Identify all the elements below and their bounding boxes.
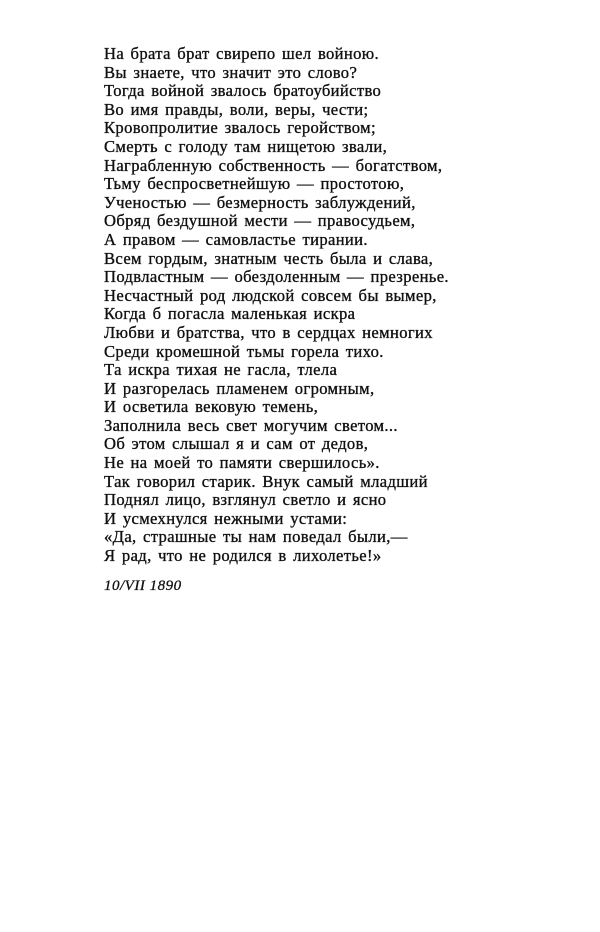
poem-line: Несчастный род людской совсем бы вымер,	[104, 285, 437, 305]
poem-line: Подвластным — обездоленным — презренье.	[104, 267, 449, 287]
poem-line: Не на моей то памяти свершилось».	[104, 453, 380, 473]
poem-line: Когда б погасла маленькая искра	[104, 304, 356, 324]
poem-line: Я рад, что не родился в лихолетье!»	[104, 546, 382, 566]
poem-line: Смерть с голоду там нищетою звали,	[104, 136, 388, 156]
poem-line: Ученостью — безмерность заблуждений,	[104, 192, 416, 212]
poem-line: Тьму беспросветнейшую — простотою,	[104, 174, 405, 194]
poem-line: Заполнила весь свет могучим светом...	[104, 415, 398, 435]
poem-line: Та искра тихая не гасла, тлела	[104, 360, 338, 380]
poem-line: «Да, страшные ты нам поведал были,—	[104, 527, 408, 547]
poem-line: Во имя правды, воли, веры, чести;	[104, 99, 369, 119]
poem-line: На брата брат свирепо шел войною.	[104, 44, 380, 63]
poem-line: Тогда войной звалось братоубийство	[104, 81, 382, 101]
poem-line: Кровопролитие звалось геройством;	[104, 118, 376, 138]
poem-line: И усмехнулся нежными устами:	[104, 508, 348, 528]
poem-line: Награбленную собственность — богатством,	[104, 155, 443, 175]
poem-text	[104, 45, 449, 566]
poem-line: Всем гордым, знатным честь была и слава,	[104, 248, 434, 268]
poem-line: И разгорелась пламенем огромным,	[104, 378, 375, 398]
poem-line: Обряд бездушной мести — правосудьем,	[104, 211, 416, 231]
poem-line: Поднял лицо, взглянул светло и ясно	[104, 490, 387, 510]
poem-line: А правом — самовластье тирании.	[104, 229, 368, 249]
poem-line: Вы знаете, что значит это слово?	[104, 62, 358, 82]
poem-line: И осветила вековую темень,	[104, 397, 319, 417]
poem-date: 10/VII 1890	[104, 578, 182, 594]
poem-line: Об этом слышал я и сам от дедов,	[104, 434, 369, 454]
poem-line: Среди кромешной тьмы горела тихо.	[104, 341, 384, 361]
poem-line: Так говорил старик. Внук самый младший	[104, 471, 428, 491]
poem-line: Любви и братства, что в сердцах немногих	[104, 322, 433, 342]
